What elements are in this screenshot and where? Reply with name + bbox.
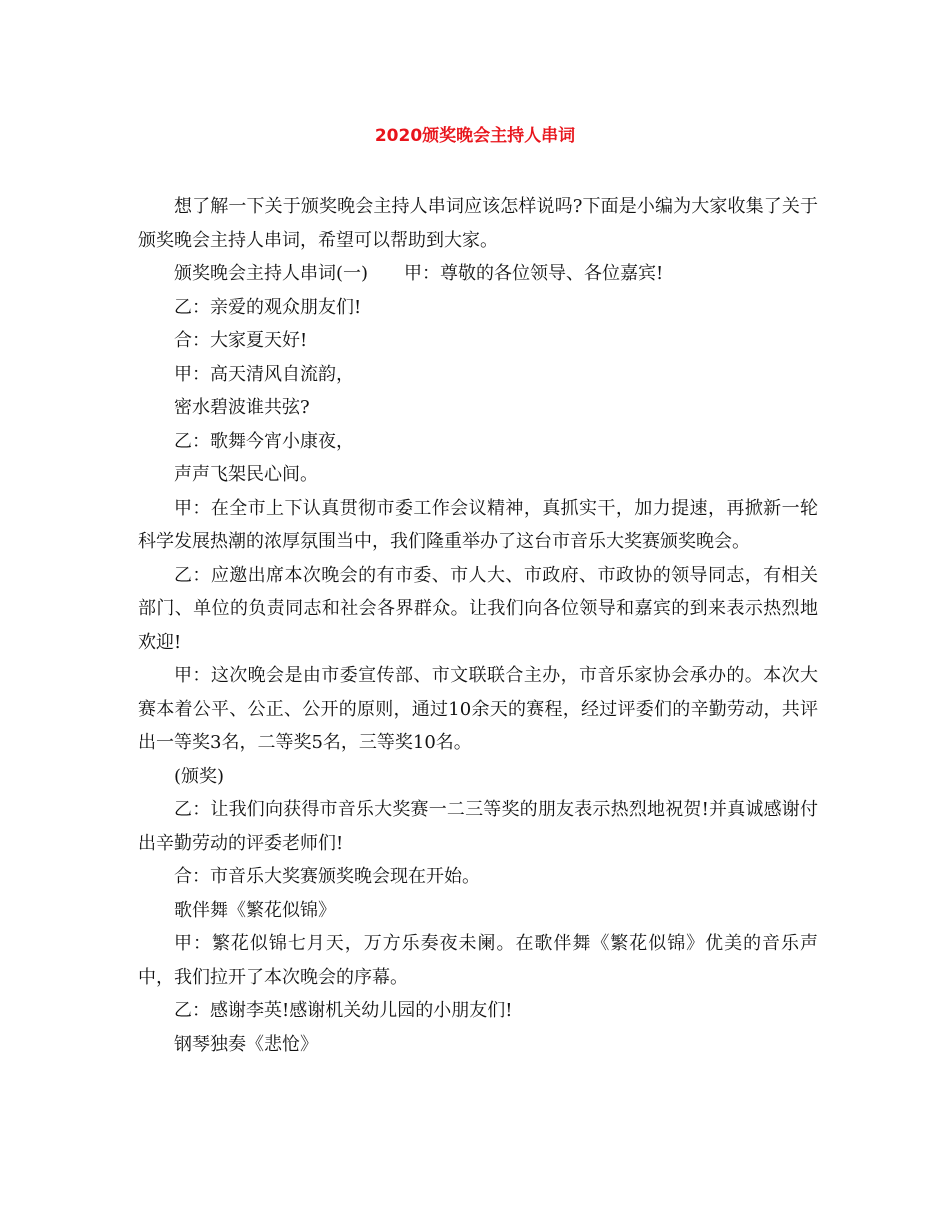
paragraph-intro: 想了解一下关于颁奖晚会主持人串词应该怎样说吗?下面是小编为大家收集了关于颁奖晚会主持人串词，希望可以帮助到大家。 [138,196,818,251]
paragraph: 钢琴独奏《悲怆》 [174,1033,318,1055]
paragraph: 合：大家夏天好! [174,330,308,351]
paragraph: 乙：感谢李英!感谢机关幼儿园的小朋友们! [174,1000,513,1021]
paragraph: 甲：繁花似锦七月天，万方乐奏夜未阑。在歌伴舞《繁花似锦》优美的音乐声中，我们拉开了本次晚会的序幕。 [138,933,818,988]
document-title: 2020颁奖晚会主持人串词 [374,126,576,146]
document-body [138,190,818,1061]
paragraph: (颁奖) [174,765,225,787]
paragraph-section-heading: 颁奖晚会主持人串词(一) 甲：尊敬的各位领导、各位嘉宾! [174,263,664,284]
paragraph: 乙：亲爱的观众朋友们! [174,296,362,318]
paragraph: 歌伴舞《繁花似锦》 [174,899,336,921]
paragraph: 甲：这次晚会是由市委宣传部、市文联联合主办，市音乐家协会承办的。本次大赛本着公平、公正、公开的原则，通过10余天的赛程，经过评委们的辛勤劳动，共评出一等奖3名，二等奖5名，三等奖10名。 [138,665,818,753]
paragraph: 声声飞架民心间。 [174,464,318,485]
paragraph: 乙：应邀出席本次晚会的有市委、市人大、市政府、市政协的领导同志，有相关部门、单位的负责同志和社会各界群众。让我们向各位领导和嘉宾的到来表示热烈地欢迎! [138,564,818,653]
paragraph: 甲：在全市上下认真贯彻市委工作会议精神，真抓实干，加力提速，再掀新一轮科学发展热潮的浓厚氛围当中，我们隆重举办了这台市音乐大奖赛颁奖晚会。 [138,497,818,552]
paragraph: 乙：让我们向获得市音乐大奖赛一二三等奖的朋友表示热烈地祝贺!并真诚感谢付出辛勤劳动的评委老师们! [138,799,818,854]
paragraph: 合：市音乐大奖赛颁奖晚会现在开始。 [174,866,480,887]
paragraph: 密水碧波谁共弦? [174,397,310,418]
paragraph: 乙：歌舞今宵小康夜， [174,430,354,452]
paragraph: 甲：高天清风自流韵， [174,363,354,385]
